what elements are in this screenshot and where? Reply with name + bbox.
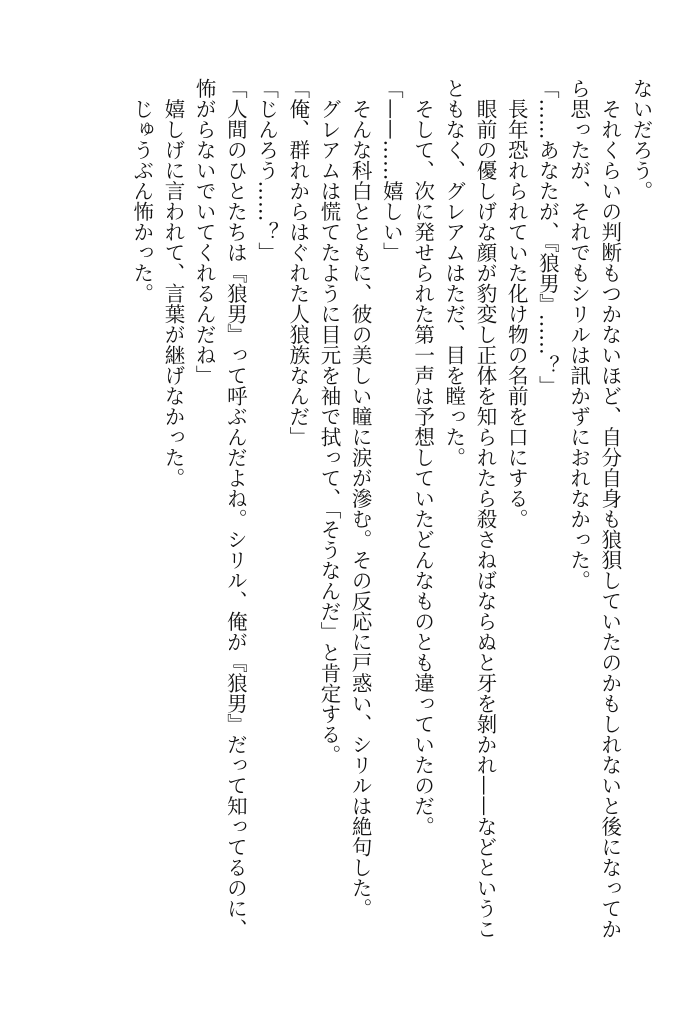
text-column: そして、次に発せられた第一声は予想していたどんなものとも違っていたのだ。 [410,78,435,837]
text-column: 「……あなたが、『狼男』……？」 [535,78,560,396]
text-column: グレアムは慌てたように目元を袖で拭って、「そうなんだ」と肯定する。 [316,78,341,765]
text-column: そんな科白とともに、彼の美しい瞳に涙が滲む。その反応に戸惑い、シリルは絶句した。 [348,78,373,919]
text-column: 「人間のひとたちは『狼男』って呼ぶんだよね。シリル、俺が『狼男』だって知ってるのに、 [223,78,248,939]
text-column: 「——……嬉しい」 [379,78,404,263]
text-column: 長年恐れられていた化け物の名前を口にする。 [504,78,529,529]
text-column: それくらいの判断もつかないほど、自分自身も狼狽していたのかもしれないと後になってか [597,78,622,939]
text-column: じゅうぶん怖かった。 [129,78,154,304]
text-column: 嬉しげに言われて、言葉が継げなかった。 [160,78,185,488]
text-column: ら思ったが、それでもシリルは訊かずにおれなかった。 [566,78,591,591]
text-column: ともなく、グレアムはただ、目を瞠った。 [441,78,466,468]
text-column: ないだろう。 [629,78,653,201]
text-column: 怖がらないでいてくれるんだね」 [192,78,217,386]
text-column: 「じんろう……？」 [254,78,279,263]
text-column: 「俺、群れからはぐれた人狼族なんだ」 [285,78,310,447]
text-column: 眼前の優しげな顔が豹変し正体を知られたら殺さねばならぬと牙を剝かれ——などというこ [472,78,497,939]
vertical-text-block [126,78,656,958]
